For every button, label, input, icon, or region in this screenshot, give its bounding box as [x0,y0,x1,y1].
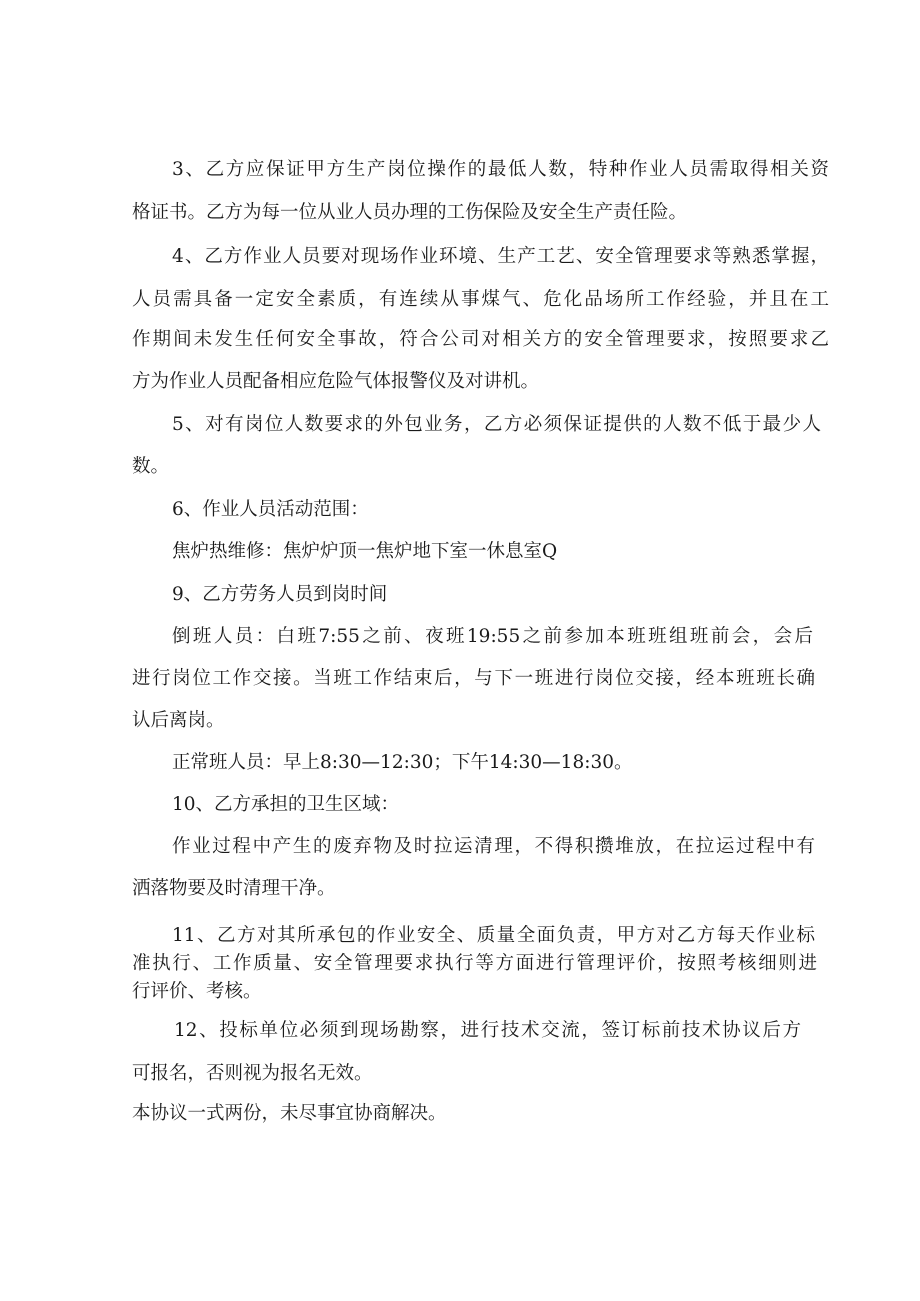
paragraph-12-line-1: 12、投标单位必须到现场勘察，进行技术交流，签订标前技术协议后方 [174,1020,801,1041]
paragraph-9: 9、乙方劳务人员到岗时间 [172,584,388,605]
paragraph-5-line-2: 数。 [132,456,170,477]
paragraph-4-line-4: 方为作业人员配备相应危险气体报警仪及对讲机。 [132,371,540,392]
paragraph-3-line-1: 3、乙方应保证甲方生产岗位操作的最低人数，特种作业人员需取得相关资 [172,159,829,180]
paragraph-11-line-1: 11、乙方对其所承包的作业安全、质量全面负责，甲方对乙方每天作业标 [172,925,815,946]
paragraph-10a-line-1: 作业过程中产生的废弃物及时拉运清理，不得积攒堆放，在拉运过程中有 [172,836,815,857]
paragraph-5-line-1: 5、对有岗位人数要求的外包业务，乙方必须保证提供的人数不低于最少人 [172,414,821,435]
paragraph-12-line-2: 可报名，否则视为报名无效。 [132,1063,373,1084]
paragraph-10a-line-2: 洒落物要及时清理干净。 [132,878,336,899]
paragraph-6: 6、作业人员活动范围： [172,499,369,520]
paragraph-9a-line-1: 倒班人员：白班7:55之前、夜班19:55之前参加本班班组班前会，会后 [172,626,813,647]
paragraph-11-line-3: 行评价、考核。 [132,981,262,1002]
paragraph-11-line-2: 准执行、工作质量、安全管理要求执行等方面进行管理评价，按照考核细则进 [132,953,817,974]
paragraph-4-line-3: 作期间未发生任何安全事故，符合公司对相关方的安全管理要求，按照要求乙 [132,329,829,350]
paragraph-4-line-2: 人员需具备一定安全素质，有连续从事煤气、危化品场所工作经验，并且在工 [132,289,829,310]
paragraph-10: 10、乙方承担的卫生区域： [172,794,400,815]
paragraph-9a-line-3: 认后离岗。 [132,710,225,731]
paragraph-6-detail: 焦炉热维修：焦炉炉顶一焦炉地下室一休息室Q [172,541,558,562]
closing-statement: 本协议一式两份，未尽事宜协商解决。 [132,1103,447,1124]
paragraph-9b: 正常班人员：早上8:30—12:30；下午14:30—18:30。 [172,752,633,773]
paragraph-4-line-1: 4、乙方作业人员要对现场作业环境、生产工艺、安全管理要求等熟悉掌握， [172,246,829,267]
paragraph-3-line-2: 格证书。乙方为每一位从业人员办理的工伤保险及安全生产责任险。 [132,202,688,223]
paragraph-9a-line-2: 进行岗位工作交接。当班工作结束后，与下一班进行岗位交接，经本班班长确 [132,668,815,689]
